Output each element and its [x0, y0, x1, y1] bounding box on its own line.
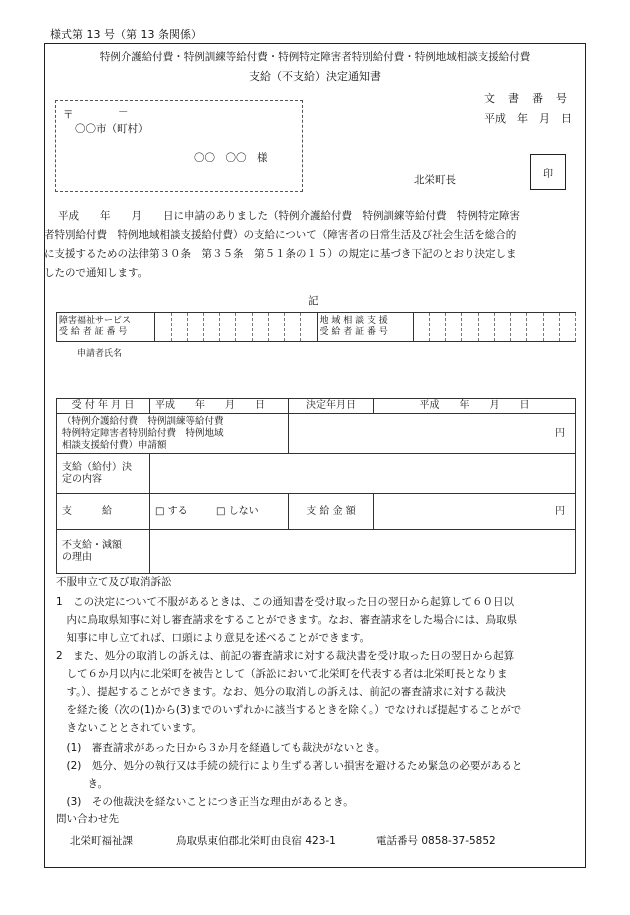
receipt-date-label: 受 付 年 月 日 — [57, 399, 150, 414]
title-line-1: 特例介護給付費・特例訓練等給付費・特例特定障害者特別給付費・特例地域相談支援給付費 — [99, 51, 531, 63]
content-label: 支給（給付）決 定の内容 — [57, 454, 150, 494]
id-number-table — [56, 312, 576, 342]
appeal-title: 不服申立て及び取消訴訟 — [56, 576, 172, 588]
id-label-left: 障害福祉サービス 受 給 者 証 番 号 — [57, 313, 155, 342]
address-box — [55, 100, 303, 192]
recipient-name: 〇〇 〇〇 様 — [194, 152, 268, 164]
reason-label: 不支給・減額 の理由 — [57, 530, 150, 574]
reason-value — [150, 530, 576, 574]
ki-mark: 記 — [308, 295, 319, 307]
payment-amount-yen: 円 — [374, 494, 576, 530]
form-number: 様式第 13 号（第 13 条関係） — [50, 28, 202, 41]
appeal-item: (3) その他裁決を経ないことにつき正当な理由があるとき。 — [56, 796, 354, 808]
appeal-item: す。）、提起することができます。なお、処分の取消しの訴えは、前記の審査請求に対する裁決 — [56, 686, 506, 698]
contact-dept: 北栄町福祉課 — [70, 835, 133, 847]
applicant-name-label: 申請者氏名 — [77, 349, 123, 359]
address-city: 〇〇市（町村） — [75, 123, 149, 135]
appeal-item: して６か月以内に北栄町を被告として（訴訟において北栄町を代表する者は北栄町長となりま — [56, 668, 508, 680]
postal-mark: 〒 — [63, 109, 74, 121]
payment-options — [150, 494, 289, 530]
appeal-item: (1) 審査請求があった日から３か月を経過しても裁決がないとき。 — [56, 742, 386, 754]
payment-label: 支 給 — [57, 494, 150, 530]
appeal-item: (2) 処分、処分の執行又は手続の続行により生ずる著しい損害を避けるため緊急の必要があると — [56, 760, 523, 772]
id-label-right: 地 域 相 談 支 援 受 給 者 証 番 号 — [317, 313, 413, 342]
body-line-2: 者特別給付費 特例地域相談支援給付費）の支給について（障害者の日常生活及び社会生活を総合的 — [44, 229, 517, 241]
option-no: □ しない — [216, 505, 259, 517]
appeal-item: 内に鳥取県知事に対し審査請求をすることができます。なお、審査請求をした場合には、鳥取県 — [56, 614, 518, 626]
seal-label: 印 — [543, 168, 553, 180]
postal-dash: － — [118, 106, 129, 118]
appeal-item: 知事に申し立てれば、口頭により意見を述べることができます。 — [56, 632, 371, 644]
appeal-item: 2 また、処分の取消しの訴えは、前記の審査請求に対する裁決書を受け取った日の翌日から起算 — [56, 650, 515, 662]
date-label: 平成 年 月 日 — [484, 112, 572, 125]
appeal-item: 1 この決定について不服があるときは、この通知書を受け取った日の翌日から起算して６０日以 — [56, 596, 514, 608]
decision-date-label: 決定年月日 — [289, 399, 374, 414]
contact-address: 鳥取県東伯郡北栄町由良宿 423-1 — [176, 835, 336, 847]
application-amount-yen: 円 — [289, 414, 576, 454]
issuer-name: 北栄町長 — [414, 174, 456, 186]
decision-date-value: 平成 年 月 日 — [374, 399, 576, 414]
application-amount-label: （特例介護給付費 特例訓練等給付費 特例特定障害者特別給付費 特例地域 相談支援給付費）申請額 — [57, 414, 289, 454]
decision-table — [56, 398, 576, 574]
appeal-item: を経た後（次の(1)から(3)までのいずれかに該当するときを除く。）でなければ提起することがで — [56, 704, 522, 716]
seal-box — [530, 154, 566, 190]
body-line-4: したので通知します。 — [44, 267, 149, 279]
body-line-3: に支援するための法律第３０条 第３５条 第５１条の１５）の規定に基づき下記のとおり決定しま — [44, 248, 517, 260]
body-line-1: 平成 年 月 日に申請のありました（特例介護給付費 特例訓練等給付費 特例特定障害 — [58, 210, 520, 222]
receipt-date-value: 平成 年 月 日 — [150, 399, 289, 414]
contact-phone: 電話番号 0858-37-5852 — [376, 835, 496, 847]
content-value — [150, 454, 576, 494]
option-yes: □ する — [155, 505, 188, 517]
title-line-2: 支給（不支給）決定通知書 — [249, 70, 381, 83]
doc-number-label: 文 書 番 号 — [484, 92, 568, 105]
appeal-item: き。 — [56, 778, 109, 790]
payment-amount-label: 支 給 金 額 — [289, 494, 374, 530]
contact-label: 問い合わせ先 — [56, 813, 119, 825]
appeal-item: きないこととされています。 — [56, 722, 203, 734]
